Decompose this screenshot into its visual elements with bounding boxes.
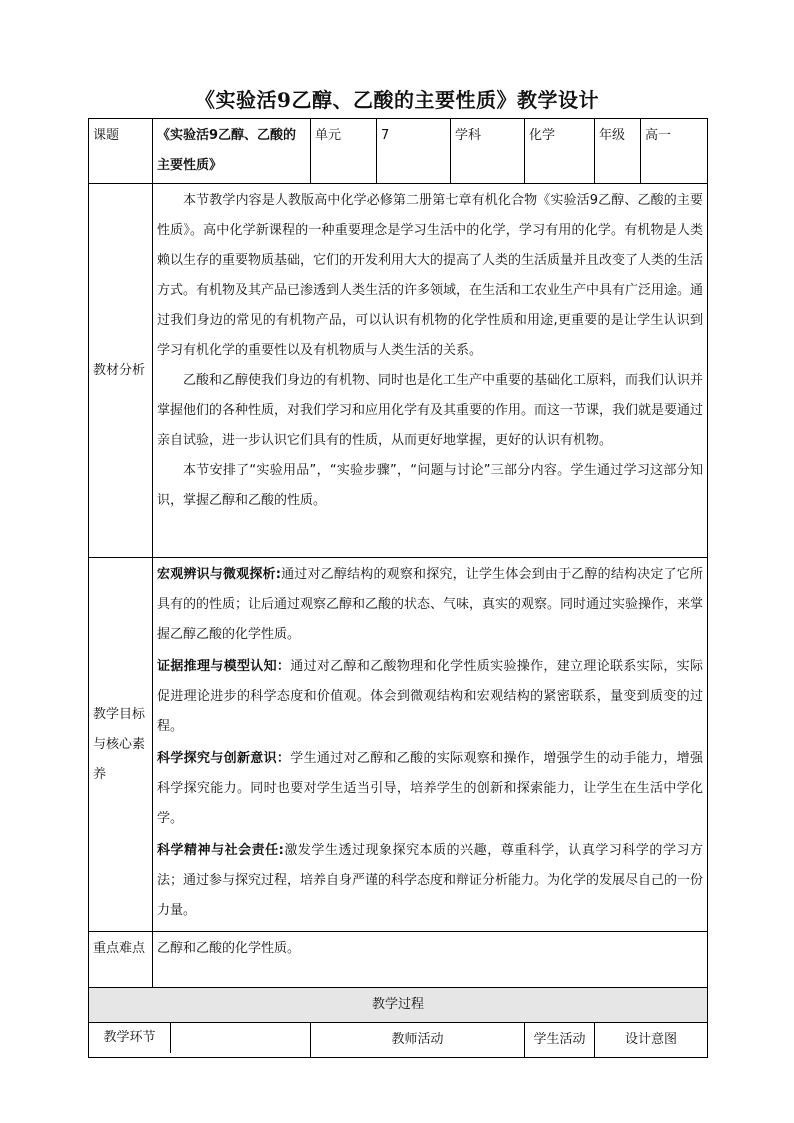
document-title: 《实验活9乙醇、乙酸的主要性质》教学设计 <box>195 88 599 112</box>
goal-title: 科学探究与创新意识： <box>157 751 291 766</box>
key-value: 乙醇和乙酸的化学性质。 <box>153 932 708 988</box>
goals-content <box>153 558 708 932</box>
goal-text: 学生通过对乙醇和乙酸的实际观察和操作，增强学生的动手能力，增强科学探究能力。同时也要对学生适当引导，培养学生的创新和探索能力，让学生在生活中学化学。 <box>157 751 703 826</box>
analysis-content <box>153 184 708 558</box>
analysis-paragraph: 本节教学内容是人教版高中化学必修第二册第七章有机化合物《实验活9乙醇、乙酸的主要性质》。高中化学新课程的一种重要理念是学习生活中的化学，学习有用的化学。有机物是人类赖以生存的重要物质基础，它们的开发利用大大的提高了人类的生活质量并且改变了人类的生活方式。有机物及其产品已渗透到人类生活的许多领域，在生活和工农业生产中具有广泛用途。通过我们身边的常见的有机物产品，可以认识有机物的化学性质和用途,更重要的是让学生认识到学习有机化学的重要性以及有机物质与人类生活的关系。 <box>157 193 704 358</box>
column-header-intent: 设计意图 <box>595 1023 708 1058</box>
unit-label: 单元 <box>311 119 377 184</box>
subject-label: 学科 <box>451 119 525 184</box>
process-title-row <box>89 988 708 1023</box>
lesson-plan-table <box>88 118 708 1058</box>
column-header-stage: 教学环节 <box>89 1023 171 1053</box>
goal-title: 宏观辨识与微观探析: <box>157 567 281 582</box>
process-title: 教学过程 <box>89 988 708 1023</box>
process-col-stage <box>89 1023 311 1058</box>
unit-value: 7 <box>377 119 451 184</box>
goals-row <box>89 558 708 932</box>
analysis-paragraph: 本节安排了“实验用品”，“实验步骤”，“问题与讨论”三部分内容。学生通过学习这部分知识，掌握乙醇和乙酸的性质。 <box>157 463 703 508</box>
grade-value: 高一 <box>641 119 708 184</box>
goal-item <box>157 560 703 650</box>
topic-label: 课题 <box>89 119 153 184</box>
process-header-row <box>89 1023 708 1058</box>
subject-value: 化学 <box>525 119 595 184</box>
goal-title: 科学精神与社会责任: <box>157 843 284 858</box>
analysis-paragraph: 乙酸和乙醇使我们身边的有机物、同时也是化工生产中重要的基础化工原料，而我们认识并掌握他们的各种性质，对我们学习和应用化学有及其重要的作用。而这一节课，我们就是要通过亲自试验，进一步认识它们具有的性质，从而更好地掌握，更好的认识有机物。 <box>157 373 704 448</box>
column-header-teacher: 教师活动 <box>311 1023 525 1058</box>
goal-item <box>157 836 703 926</box>
goals-label: 教学目标与核心素养 <box>89 558 153 932</box>
goal-text: 通过对乙醇和乙酸物理和化学性质实验操作，建立理论联系实际，实际促进理论进步的科学态度和价值观。体会到微观结构和宏观结构的紧密联系，量变到质变的过程。 <box>157 659 703 734</box>
goal-item <box>157 744 703 834</box>
key-row <box>89 932 708 988</box>
goal-text: 激发学生透过现象探究本质的兴趣，尊重科学，认真学习科学的学习方法；通过参与探究过程，培养自身严谨的科学态度和辩证分析能力。为化学的发展尽自己的一份力量。 <box>157 843 704 918</box>
column-header-student: 学生活动 <box>525 1023 595 1058</box>
analysis-label: 教材分析 <box>89 184 153 558</box>
topic-value: 《实验活9乙醇、乙酸的主要性质》 <box>153 119 311 184</box>
key-label: 重点难点 <box>89 932 153 988</box>
goal-title: 证据推理与模型认知： <box>157 659 291 674</box>
analysis-row <box>89 184 708 558</box>
header-row <box>89 119 708 184</box>
grade-label: 年级 <box>595 119 641 184</box>
goal-item <box>157 652 703 742</box>
goal-text: 通过对乙醇结构的观察和探究，让学生体会到由于乙醇的结构决定了它所具有的的性质；让后通过观察乙醇和乙酸的状态、气味，真实的观察。同时通过实验操作，来掌握乙醇乙酸的化学性质。 <box>157 567 704 642</box>
